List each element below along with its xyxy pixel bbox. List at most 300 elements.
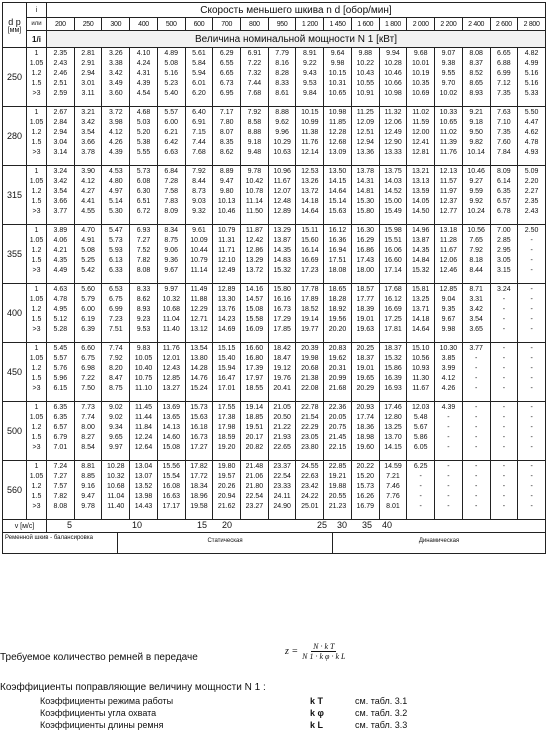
power-value: 9.97 [164, 286, 179, 293]
power-value: 20.20 [328, 326, 347, 333]
power-value: 12.06 [384, 119, 402, 126]
power-value: 10.68 [162, 306, 180, 313]
power-value: - [530, 296, 533, 303]
power-value: 3.60 [108, 90, 123, 97]
power-value: - [419, 473, 422, 480]
power-value: 17.77 [356, 296, 375, 303]
power-cell [268, 107, 296, 166]
power-value: 17.74 [356, 414, 375, 421]
power-value: 11.25 [356, 109, 374, 116]
power-value: 18.37 [384, 345, 402, 352]
power-value: - [502, 404, 506, 411]
rpm-column-header: 800 [241, 18, 269, 31]
power-value: 13.09 [328, 149, 347, 156]
power-value: 7.27 [136, 237, 151, 244]
power-value: 17.72 [190, 473, 208, 480]
velocity-tick: 25 [317, 520, 328, 530]
speed-title: Скорость меньшего шкива n d [обор/мин] [47, 3, 546, 18]
power-value: - [502, 306, 506, 313]
ratio-label: 1 [34, 286, 39, 293]
power-value: - [502, 316, 506, 323]
power-value: - [530, 316, 533, 323]
power-value: 11.30 [412, 375, 430, 382]
power-value: 4.68 [136, 109, 151, 116]
power-cell [296, 166, 324, 225]
power-value: 22.54 [245, 493, 264, 500]
power-value: 19.21 [328, 473, 347, 480]
power-value: 20.75 [328, 424, 347, 431]
power-cell [241, 284, 269, 343]
power-value: 14.03 [384, 178, 402, 185]
power-cell [462, 48, 490, 107]
power-value: 18.36 [356, 424, 375, 431]
power-value: 23.37 [273, 463, 291, 470]
power-value: 5.94 [192, 70, 206, 77]
power-value: - [447, 483, 450, 490]
ratio-label: 1.2 [31, 188, 42, 195]
power-value: 2.91 [81, 60, 95, 67]
power-value: 9.64 [330, 50, 345, 57]
power-value: 3.24 [497, 286, 511, 293]
power-value: 5.28 [53, 326, 68, 333]
power-value: 8.27 [81, 434, 95, 441]
power-value: 14.50 [411, 208, 430, 215]
power-value: 22.78 [301, 404, 319, 411]
ratio-label: >3 [32, 267, 41, 274]
power-value: 7.35 [497, 90, 511, 97]
power-value: - [419, 483, 422, 490]
footer-static: Статическая [118, 533, 333, 553]
power-value: 4.06 [53, 237, 68, 244]
rpm-column-header: 1 800 [379, 18, 407, 31]
power-value: 13.98 [134, 493, 153, 500]
diameter-label: 500 [3, 402, 27, 461]
power-value: 20.93 [356, 404, 375, 411]
power-value: - [502, 345, 506, 352]
power-value: 19.98 [301, 355, 319, 362]
ratio-label: 1 [34, 404, 39, 411]
power-value: 13.70 [384, 434, 402, 441]
power-value: 18.28 [328, 296, 347, 303]
power-value: 6.21 [164, 129, 179, 136]
coef-name: Коэффициенты угла охвата [40, 708, 157, 718]
coef-ref: см. табл. 3.2 [355, 708, 408, 718]
power-cell [379, 402, 407, 461]
power-value: 24.90 [273, 503, 291, 510]
power-value: 2.50 [524, 227, 539, 234]
power-cell [435, 225, 463, 284]
power-cell [435, 48, 463, 107]
power-value: 12.41 [411, 139, 430, 146]
power-value: 9.96 [275, 129, 289, 136]
power-value: 10.42 [245, 178, 264, 185]
power-value: 17.25 [384, 316, 402, 323]
power-value: 21.45 [328, 434, 347, 441]
power-value: 20.25 [356, 345, 375, 352]
power-value: 7.17 [219, 109, 234, 116]
power-cell [47, 343, 75, 402]
power-value: 21.23 [328, 503, 347, 510]
velocity-tick: 20 [222, 520, 233, 530]
i-or: или [27, 18, 47, 31]
power-value: 3.05 [497, 257, 511, 264]
power-value: 6.91 [247, 50, 262, 57]
power-value: 10.29 [273, 139, 291, 146]
power-value: - [474, 493, 478, 500]
power-value: 6.98 [81, 365, 95, 372]
power-value: 18.34 [190, 483, 208, 490]
power-value: 10.13 [217, 198, 236, 205]
power-value: 8.61 [275, 90, 289, 97]
power-value: 3.42 [53, 178, 68, 185]
power-value: 7.50 [81, 385, 95, 392]
power-value: 8.93 [136, 306, 151, 313]
ratio-label: 1.05 [29, 355, 44, 362]
power-cell [490, 107, 518, 166]
formula-fraction [302, 642, 345, 661]
power-value: 9.32 [192, 208, 206, 215]
power-value: 4.63 [53, 286, 68, 293]
diameter-label: 315 [3, 166, 27, 225]
rpm-column-header: 200 [47, 18, 75, 31]
power-value: 10.28 [384, 60, 402, 67]
power-value: 11.02 [412, 109, 430, 116]
power-value: 6.91 [192, 119, 206, 126]
power-value: 24.55 [301, 463, 319, 470]
power-value: 8.44 [192, 178, 206, 185]
velocity-tick: 5 [67, 520, 73, 530]
power-cell [74, 166, 102, 225]
power-value: 17.51 [328, 257, 347, 264]
power-value: 14.15 [384, 444, 402, 451]
power-cell [435, 461, 463, 520]
power-value: 17.23 [301, 267, 319, 274]
power-value: 16.18 [190, 424, 208, 431]
power-value: 10.19 [411, 70, 430, 77]
power-value: - [530, 444, 533, 451]
power-value: 7.28 [164, 178, 179, 185]
power-value: 23.33 [273, 483, 291, 490]
power-value: - [530, 355, 533, 362]
power-value: 8.62 [219, 149, 234, 156]
power-value: 4.62 [524, 129, 539, 136]
power-value: - [530, 493, 533, 500]
power-cell [490, 343, 518, 402]
power-value: 12.42 [245, 237, 264, 244]
power-value: 4.78 [53, 296, 68, 303]
power-value: 12.86 [245, 247, 264, 254]
power-value: 10.32 [162, 296, 180, 303]
power-cell [157, 107, 185, 166]
power-value: 19.01 [356, 365, 375, 372]
ratio-label: >3 [32, 208, 41, 215]
power-value: 5.20 [136, 129, 151, 136]
power-value: 2.43 [524, 208, 539, 215]
power-cell [351, 402, 379, 461]
power-value: 11.76 [439, 149, 457, 156]
power-cell [241, 343, 269, 402]
power-value: 14.84 [411, 257, 430, 264]
power-value: 11.85 [329, 119, 347, 126]
power-cell [490, 284, 518, 343]
power-value: 16.06 [384, 247, 402, 254]
power-value: 10.98 [384, 90, 402, 97]
power-value: 12.68 [328, 139, 347, 146]
power-value: 5.48 [413, 414, 428, 421]
power-value: 3.77 [53, 208, 68, 215]
power-value: 3.90 [81, 168, 95, 175]
power-value: 5.16 [524, 80, 539, 87]
power-value: 18.96 [190, 493, 208, 500]
power-value: 14.69 [217, 326, 236, 333]
power-value: 19.77 [301, 326, 319, 333]
diameter-label: 355 [3, 225, 27, 284]
power-value: 12.00 [411, 129, 430, 136]
power-value: 10.65 [439, 119, 458, 126]
power-value: 17.89 [301, 296, 319, 303]
ratio-label: 1.5 [31, 80, 42, 87]
footer-dynamic: Динамическая [418, 538, 460, 544]
power-value: 18.52 [301, 306, 319, 313]
coef-ref: см. табл. 3.1 [355, 696, 408, 706]
power-value: 5.57 [53, 355, 68, 362]
power-value: 15.94 [217, 365, 236, 372]
power-value: 9.88 [358, 50, 373, 57]
power-value: 6.79 [53, 434, 68, 441]
power-value: 14.64 [328, 188, 347, 195]
power-value: 11.67 [439, 247, 457, 254]
power-value: 20.05 [328, 414, 347, 421]
power-value: 6.63 [164, 149, 179, 156]
power-value: - [502, 493, 506, 500]
power-value: - [502, 414, 506, 421]
power-value: 19.01 [356, 316, 375, 323]
power-value: - [474, 385, 478, 392]
power-cell [296, 284, 324, 343]
power-value: 3.66 [53, 198, 68, 205]
power-value: 12.07 [273, 188, 291, 195]
power-value: 14.18 [411, 316, 430, 323]
power-value: 6.29 [219, 50, 234, 57]
velocity-tick: 10 [132, 520, 143, 530]
power-value: 6.35 [497, 188, 511, 195]
power-value: 18.47 [273, 355, 291, 362]
power-value: 8.75 [108, 385, 123, 392]
power-value: 12.53 [301, 168, 319, 175]
power-cell [74, 225, 102, 284]
power-cell [518, 48, 546, 107]
power-cell [268, 48, 296, 107]
power-cell [379, 284, 407, 343]
power-value: 19.58 [190, 503, 208, 510]
power-value: 8.89 [219, 168, 234, 175]
power-value: 5.16 [164, 70, 179, 77]
power-value: 2.46 [53, 70, 68, 77]
power-value: 13.76 [217, 306, 236, 313]
power-value: - [419, 493, 422, 500]
power-cell [296, 107, 324, 166]
power-value: 9.62 [275, 119, 289, 126]
power-value: 17.01 [217, 385, 236, 392]
power-value: 7.58 [164, 188, 179, 195]
power-cell [130, 284, 158, 343]
power-value: 9.18 [247, 139, 262, 146]
power-value: 18.39 [356, 306, 375, 313]
power-value: - [530, 306, 533, 313]
power-value: - [530, 365, 533, 372]
power-value: 21.48 [245, 463, 264, 470]
power-value: 16.79 [356, 503, 375, 510]
diameter-group [3, 284, 546, 343]
power-value: - [447, 463, 450, 470]
power-value: 10.30 [439, 345, 458, 352]
power-value: 2.84 [53, 119, 68, 126]
power-cell [185, 225, 213, 284]
power-value: - [530, 385, 533, 392]
power-value: - [502, 375, 506, 382]
rpm-column-header: 300 [102, 18, 130, 31]
power-value: - [474, 444, 478, 451]
power-value: 9.34 [108, 424, 123, 431]
power-cell [213, 402, 241, 461]
power-value: 9.70 [441, 80, 456, 87]
power-value: 19.65 [356, 375, 375, 382]
power-value: 9.16 [81, 483, 95, 490]
power-value: 4.53 [108, 168, 123, 175]
power-value: 24.22 [301, 493, 319, 500]
power-value: - [530, 463, 533, 470]
power-value: 11.76 [162, 345, 180, 352]
power-value: 17.29 [273, 316, 291, 323]
power-value: - [474, 404, 478, 411]
power-value: 14.15 [328, 178, 347, 185]
power-value: 25.01 [301, 503, 319, 510]
power-value: 7.22 [81, 375, 95, 382]
power-value: 9.07 [441, 50, 456, 57]
power-value: 19.62 [328, 355, 347, 362]
power-value: 12.90 [384, 139, 402, 146]
power-value: 13.36 [356, 149, 375, 156]
power-value: 9.78 [81, 503, 95, 510]
power-cell [296, 48, 324, 107]
power-value: 15.08 [162, 444, 180, 451]
power-value: 21.38 [301, 375, 319, 382]
power-value: 17.81 [384, 326, 402, 333]
rpm-column-header: 400 [130, 18, 158, 31]
power-value: 11.31 [218, 237, 236, 244]
power-value: - [530, 503, 533, 510]
power-value: 5.08 [81, 247, 95, 254]
power-value: 7.32 [247, 70, 262, 77]
power-cell [518, 343, 546, 402]
power-value: 3.85 [441, 355, 456, 362]
power-value: 15.58 [245, 316, 264, 323]
power-value: 6.35 [53, 414, 68, 421]
i-header [27, 3, 47, 18]
power-value: 19.88 [328, 483, 347, 490]
power-value: 16.12 [328, 227, 347, 234]
velocity-tick: 35 [362, 520, 373, 530]
power-value: 10.15 [301, 109, 319, 116]
power-value: 3.65 [469, 326, 483, 333]
power-value: 16.69 [384, 306, 402, 313]
power-value: 15.63 [328, 208, 347, 215]
power-value: 15.81 [411, 286, 430, 293]
power-value: 14.18 [301, 198, 319, 205]
power-cell [74, 402, 102, 461]
ratio-label: 1 [34, 463, 39, 470]
power-value: 17.43 [356, 257, 375, 264]
power-value: 15.10 [411, 345, 430, 352]
ratio-column [27, 402, 47, 461]
power-value: 4.91 [81, 237, 95, 244]
power-value: 17.46 [384, 404, 402, 411]
power-value: 6.75 [81, 355, 95, 362]
power-value: 4.31 [136, 70, 151, 77]
power-value: 6.65 [497, 50, 511, 57]
power-cell [351, 225, 379, 284]
power-cell [185, 343, 213, 402]
power-value: - [447, 503, 450, 510]
power-cell [462, 343, 490, 402]
power-value: 16.80 [245, 355, 264, 362]
power-value: 5.73 [108, 237, 123, 244]
power-value: 12.28 [328, 129, 347, 136]
power-value: 13.25 [384, 424, 402, 431]
power-value: 9.92 [469, 198, 483, 205]
power-cell [435, 402, 463, 461]
power-value: 3.54 [469, 316, 483, 323]
rpm-column-header: 700 [213, 18, 241, 31]
power-cell [130, 343, 158, 402]
power-value: 10.79 [217, 227, 236, 234]
power-value: 15.15 [217, 345, 236, 352]
power-value: 16.29 [356, 237, 375, 244]
power-value: 12.85 [162, 375, 180, 382]
power-cell [47, 48, 75, 107]
power-value: 7.83 [164, 198, 179, 205]
power-value: 9.02 [108, 404, 123, 411]
power-value: 13.54 [190, 345, 208, 352]
power-value: 15.98 [384, 227, 402, 234]
power-value: 3.24 [53, 168, 68, 175]
power-value: 13.59 [411, 188, 430, 195]
power-value: 8.16 [275, 60, 289, 67]
power-value: - [530, 267, 533, 274]
power-value: 10.56 [411, 355, 430, 362]
power-value: 12.51 [356, 129, 375, 136]
power-value: 15.54 [162, 473, 180, 480]
power-value: 16.14 [301, 247, 319, 254]
power-value: 10.35 [411, 80, 430, 87]
power-value: 8.88 [275, 109, 289, 116]
power-value: 3.49 [108, 80, 123, 87]
rpm-column-header: 2 000 [407, 18, 435, 31]
power-value: 14.28 [190, 365, 208, 372]
power-value: 6.05 [413, 444, 428, 451]
power-value: 11.02 [439, 129, 457, 136]
power-value: 3.99 [441, 365, 456, 372]
power-cell [47, 461, 75, 520]
ratio-label: 1 [34, 168, 39, 175]
power-value: 11.67 [273, 178, 291, 185]
power-cell [268, 343, 296, 402]
power-value: 14.52 [384, 188, 402, 195]
power-value: 10.98 [328, 109, 347, 116]
power-value: - [530, 414, 533, 421]
power-value: - [530, 237, 533, 244]
power-value: 11.67 [412, 385, 430, 392]
